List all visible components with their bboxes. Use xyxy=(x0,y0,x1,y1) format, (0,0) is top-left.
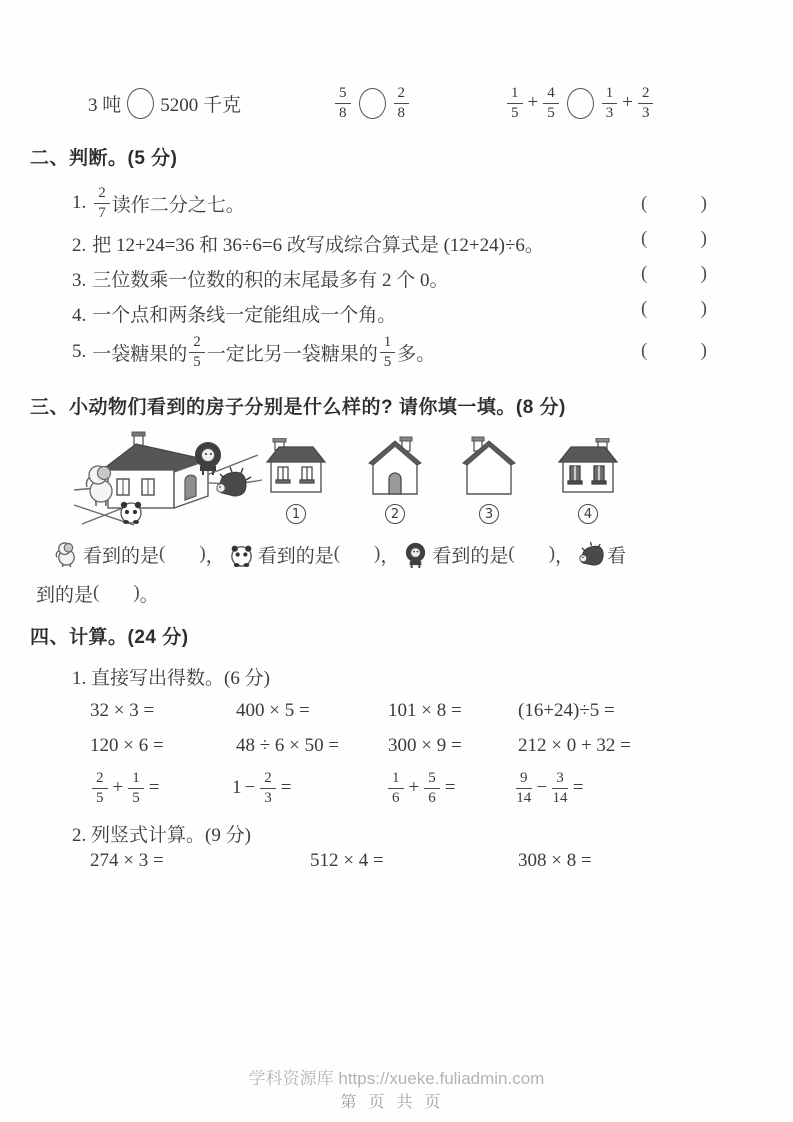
item-number: 4. xyxy=(72,305,87,326)
section-houses-title: 三、小动物们看到的房子分别是什么样的? 请你填一填。(8 分) xyxy=(30,397,566,418)
house-back-two-windows-chimney-right xyxy=(553,438,623,496)
fill-blank-4[interactable]: ( ) xyxy=(93,582,140,603)
calc-expression: 32 × 3 = xyxy=(90,700,155,721)
house-option-2 xyxy=(362,436,428,524)
fraction: $\frac{2}{3}$ xyxy=(638,86,654,121)
item-number: 2. xyxy=(72,235,87,256)
section-judge-title: 二、判断。(5 分) xyxy=(30,148,178,169)
section-calc-title: 四、计算。(24 分) xyxy=(30,627,189,648)
scene-panda xyxy=(121,502,141,524)
houses-fill-line-1 xyxy=(50,537,626,571)
compare-left-text: 3 吨 xyxy=(88,94,122,116)
house-gable-arched-door-chimney-right xyxy=(364,436,426,496)
calc-expression: 308 × 8 = xyxy=(518,850,592,871)
compare-item-fractions-eighths xyxy=(333,80,411,126)
fraction: $\frac{2}{8}$ xyxy=(394,86,410,121)
item-text: 三位数乘一位数的积的末尾最多有 2 个 0。 xyxy=(92,270,449,291)
fill-text: 看到的是 xyxy=(83,545,160,567)
fraction: $\frac{1}{5}$ xyxy=(507,86,523,121)
house-gable-plain-chimney-left xyxy=(458,436,520,496)
scene-hedgehog xyxy=(217,467,251,496)
period: 。 xyxy=(139,584,159,606)
item-number: 3. xyxy=(72,270,87,291)
house-number-circled: 2 xyxy=(385,504,405,524)
number: 1 xyxy=(232,777,242,798)
judge-answer-blank-1[interactable]: ( ) xyxy=(641,193,707,214)
judge-item-5 xyxy=(72,330,435,374)
compare-item-fraction-sums xyxy=(505,80,655,126)
plus-sign: + xyxy=(112,777,124,798)
fraction: $\frac{1}{3}$ xyxy=(602,86,618,121)
calc-expression: 512 × 4 = xyxy=(310,850,384,871)
scene-illustration xyxy=(72,428,267,533)
fraction: $\frac{2}{5}$ xyxy=(92,771,108,806)
fraction: $\frac{1}{5}$ xyxy=(128,771,144,806)
plus-sign: + xyxy=(527,92,539,113)
fill-text: 到的是 xyxy=(36,584,94,606)
fill-blank-1[interactable]: ( ) xyxy=(159,543,206,564)
fraction: $\frac{5}{6}$ xyxy=(424,771,440,806)
calc-expression: (16+24)÷5 = xyxy=(518,700,615,721)
minus-sign: − xyxy=(536,777,548,798)
calc-fraction-expression xyxy=(232,766,294,810)
calc-expression: 400 × 5 = xyxy=(236,700,310,721)
judge-answer-blank-2[interactable]: ( ) xyxy=(641,228,707,249)
fill-blank-3[interactable]: ( ) xyxy=(508,543,556,564)
house-front-two-windows-chimney-left xyxy=(261,438,331,496)
footer-page-indicator: 第页共页 xyxy=(340,1094,453,1111)
calc-expression: 212 × 0 + 32 = xyxy=(518,735,631,756)
item-number: 1. xyxy=(72,192,87,213)
calc-fraction-expression xyxy=(514,766,586,810)
compare-circle[interactable] xyxy=(359,88,386,119)
calc-expression: 274 × 3 = xyxy=(90,850,164,871)
fill-blank-2[interactable]: ( ) xyxy=(333,543,381,564)
house-option-3 xyxy=(456,436,522,524)
calc-expression: 48 ÷ 6 × 50 = xyxy=(236,735,340,756)
equals-sign: = xyxy=(148,777,160,798)
item-text: 把 12+24=36 和 36÷6=6 改写成综合算式是 (12+24)÷6。 xyxy=(92,235,544,256)
calc-sub1-title: 1. 直接写出得数。(6 分) xyxy=(72,668,270,689)
fraction: $\frac{2}{5}$ xyxy=(189,335,205,370)
houses-fill-line-2 xyxy=(36,578,159,608)
fraction: $\frac{1}{5}$ xyxy=(380,335,396,370)
minus-sign: − xyxy=(244,777,256,798)
calc-expression: 120 × 6 = xyxy=(90,735,164,756)
item-text: 一个点和两条线一定能组成一个角。 xyxy=(92,305,397,326)
fill-text: 看到的是 xyxy=(257,545,334,567)
judge-answer-blank-4[interactable]: ( ) xyxy=(641,298,707,319)
judge-item-2 xyxy=(72,230,544,257)
fill-text: 看到的是 xyxy=(432,545,509,567)
item-text: 读作二分之七。 xyxy=(111,194,245,216)
fraction: $\frac{2}{3}$ xyxy=(260,771,276,806)
plus-sign: + xyxy=(408,777,420,798)
judge-item-4 xyxy=(72,300,396,327)
equals-sign: = xyxy=(280,777,292,798)
equals-sign: = xyxy=(572,777,584,798)
fraction: $\frac{1}{6}$ xyxy=(388,771,404,806)
judge-item-1 xyxy=(72,181,245,225)
scene-svg xyxy=(72,428,267,528)
fraction: $\frac{4}{5}$ xyxy=(543,86,559,121)
scene-house xyxy=(102,432,208,508)
equals-sign: = xyxy=(444,777,456,798)
comma: ， xyxy=(555,545,575,567)
compare-circle[interactable] xyxy=(567,88,594,119)
judge-answer-blank-3[interactable]: ( ) xyxy=(641,263,707,284)
fraction: $\frac{3}{14}$ xyxy=(552,769,568,806)
house-option-4 xyxy=(550,438,626,524)
item-text: 一袋糖果的 xyxy=(92,343,188,365)
fraction: $\frac{2}{7}$ xyxy=(94,186,110,221)
panda-icon xyxy=(228,541,255,568)
calc-fraction-expression xyxy=(90,766,162,810)
compare-circle[interactable] xyxy=(127,88,154,119)
judge-answer-blank-5[interactable]: ( ) xyxy=(641,340,707,361)
fraction: $\frac{9}{14}$ xyxy=(516,769,532,806)
house-option-1 xyxy=(258,438,334,524)
calc-fraction-expression xyxy=(386,766,458,810)
comma: ， xyxy=(380,545,400,567)
compare-item-tons-kg xyxy=(88,86,241,120)
house-number-circled: 1 xyxy=(286,504,306,524)
calc-expression: 101 × 8 = xyxy=(388,700,462,721)
fraction: $\frac{5}{8}$ xyxy=(335,86,351,121)
footer-site-link[interactable]: 学科资源库 https://xueke.fuliadmin.com xyxy=(248,1069,545,1088)
calc-expression: 300 × 9 = xyxy=(388,735,462,756)
item-text: 多。 xyxy=(397,343,436,365)
compare-right-text: 5200 千克 xyxy=(160,94,242,116)
item-number: 5. xyxy=(72,341,87,362)
scene-elephant xyxy=(86,466,112,506)
hedgehog-icon xyxy=(577,541,604,568)
house-number-circled: 4 xyxy=(578,504,598,524)
item-text: 一定比另一袋糖果的 xyxy=(206,343,378,365)
fill-text: 看 xyxy=(607,545,627,567)
calc-sub2-title: 2. 列竖式计算。(9 分) xyxy=(72,825,251,846)
house-number-circled: 3 xyxy=(479,504,499,524)
elephant-icon xyxy=(53,541,80,568)
plus-sign: + xyxy=(622,92,633,113)
comma: ， xyxy=(205,545,225,567)
lion-icon xyxy=(402,541,429,568)
judge-item-3 xyxy=(72,265,449,292)
